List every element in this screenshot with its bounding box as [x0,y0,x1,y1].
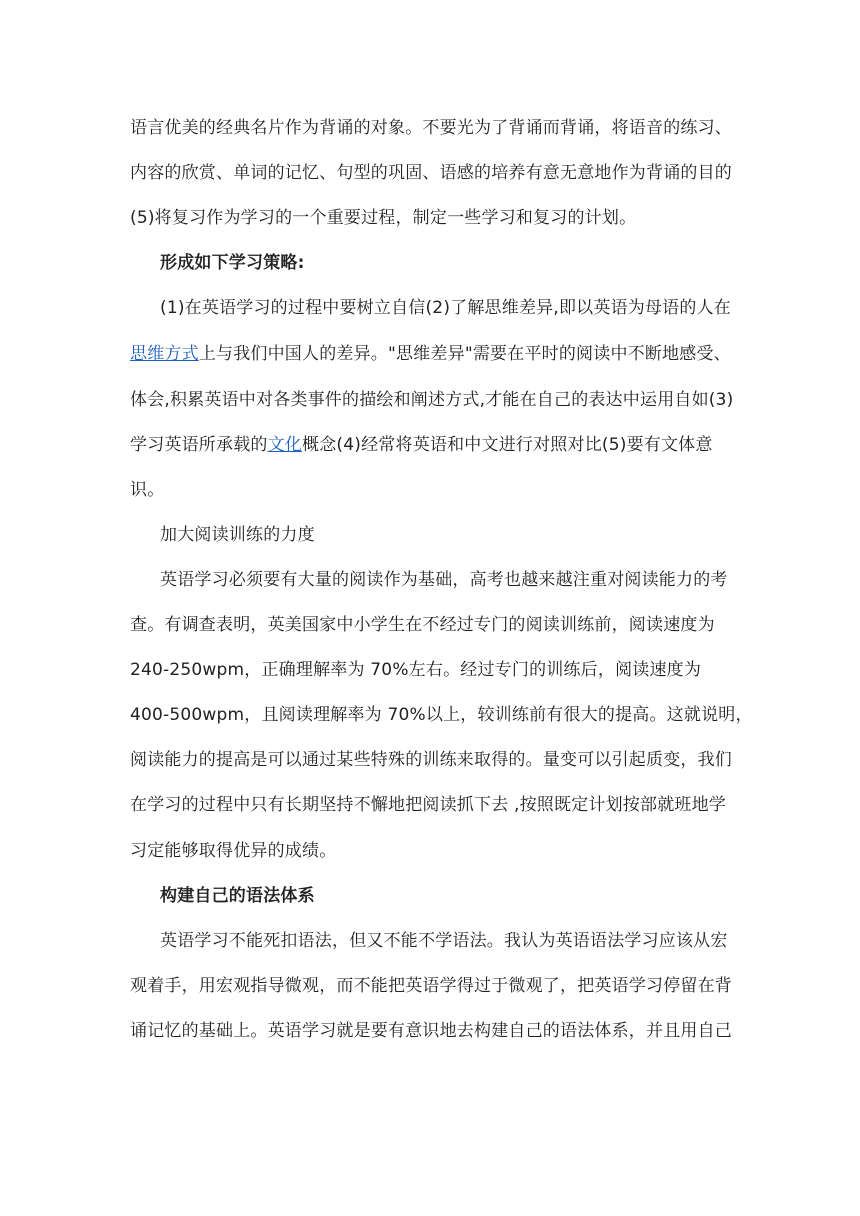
section-heading-strategy: 形成如下学习策略: [160,253,305,273]
paragraph-line: 诵记忆的基础上。英语学习就是要有意识地去构建自己的语法体系，并且用自己 [130,1021,732,1041]
paragraph-line: 观着手，用宏观指导微观，而不能把英语学得过于微观了，把英语学习停留在背 [130,976,732,996]
paragraph-line: 英语学习必须要有大量的阅读作为基础，高考也越来越注重对阅读能力的考 [160,570,728,590]
paragraph-line: 内容的欣赏、单词的记忆、句型的巩固、语感的培养有意无意地作为背诵的目的 [130,163,732,183]
paragraph-line: 在学习的过程中只有长期坚持不懈地把阅读抓下去 ,按照既定计划按部就班地学 [130,795,727,815]
paragraph-text: 上与我们中国人的差异。"思维差异"需要在平时的阅读中不断地感受、 [198,344,731,364]
paragraph-line-with-link [130,434,713,456]
link-thinking-mode[interactable]: 思维方式 [130,344,199,364]
paragraph-line: 习定能够取得优异的成绩。 [130,841,337,861]
section-heading-grammar: 构建自己的语法体系 [160,886,315,906]
paragraph-line: (1)在英语学习的过程中要树立自信(2)了解思维差异,即以英语为母语的人在 [160,298,731,318]
paragraph-line: 查。有调查表明，英美国家中小学生在不经过专门的阅读训练前，阅读速度为 [130,615,715,635]
paragraph-line: 体会,积累英语中对各类事件的描绘和阐述方式,才能在自己的表达中运用自如(3) [130,390,734,410]
paragraph-line: 240-250wpm，正确理解率为 70%左右。经过专门的训练后，阅读速度为 [130,660,702,680]
paragraph-line: 识。 [130,480,165,500]
paragraph-line: 阅读能力的提高是可以通过某些特殊的训练来取得的。量变可以引起质变，我们 [130,750,732,770]
paragraph-text: 概念(4)经常将英语和中文进行对照对比(5)要有文体意 [302,435,713,455]
paragraph-line: (5)将复习作为学习的一个重要过程，制定一些学习和复习的计划。 [130,208,637,228]
paragraph-line: 语言优美的经典名片作为背诵的对象。不要光为了背诵而背诵，将语音的练习、 [130,118,732,138]
paragraph-text: 学习英语所承载的 [130,435,268,455]
section-heading-reading: 加大阅读训练的力度 [160,525,315,545]
link-culture[interactable]: 文化 [267,435,303,455]
paragraph-line-with-link [130,343,731,365]
paragraph-line: 英语学习不能死扣语法，但又不能不学语法。我认为英语语法学习应该从宏 [160,931,728,951]
paragraph-line: 400-500wpm，且阅读理解率为 70%以上，较训练前有很大的提高。这就说明， [130,705,753,725]
